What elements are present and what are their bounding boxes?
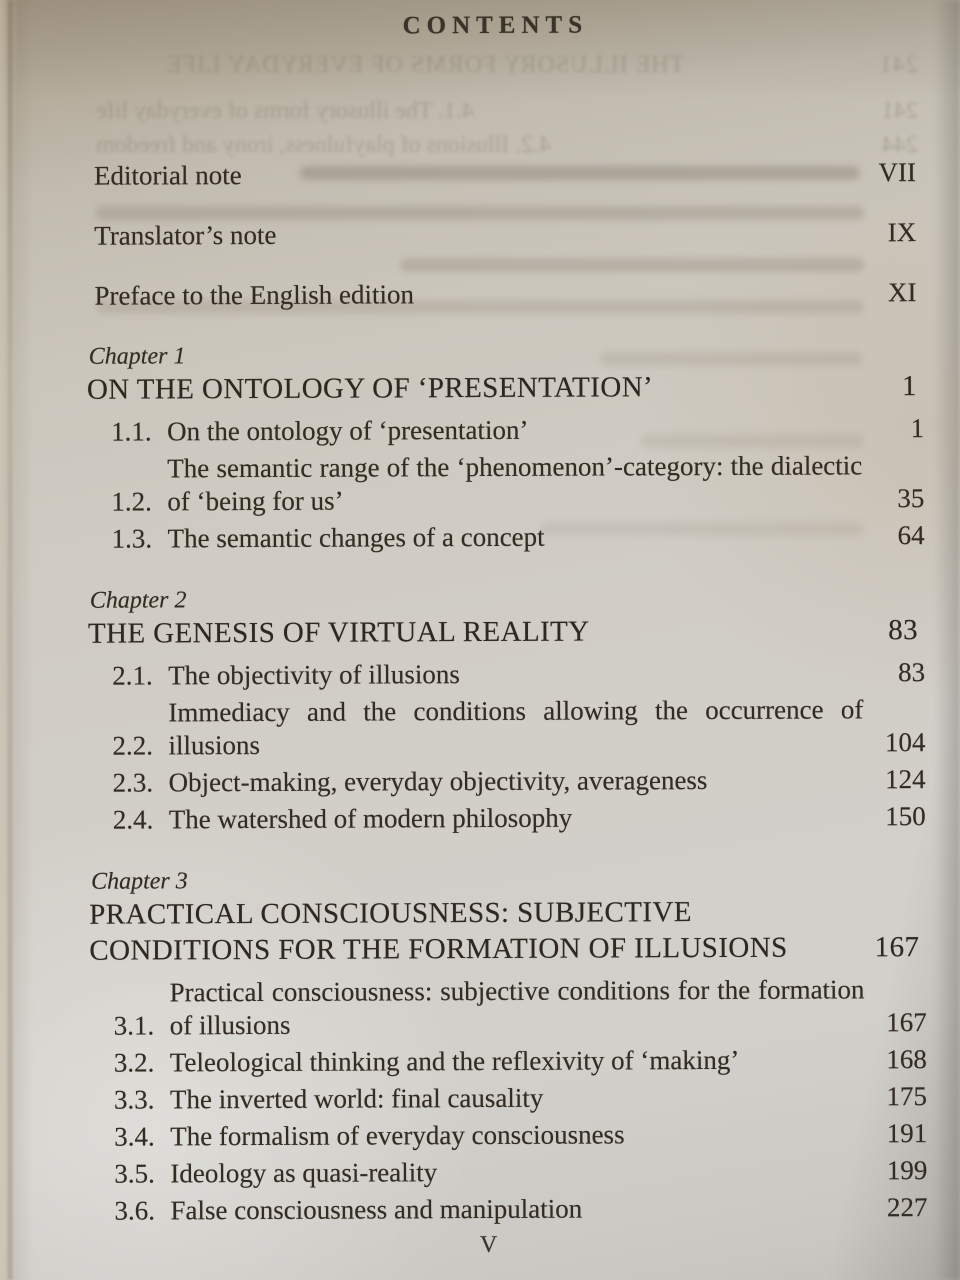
bleedthrough-text: THE ILLUSORY FORMS OF EVERYDAY LIFE xyxy=(166,52,685,78)
section-title: The inverted world: final causality xyxy=(169,1082,544,1115)
front-matter-label: Preface to the English edition xyxy=(94,279,414,311)
page-number: 167 xyxy=(886,1007,927,1038)
section-row xyxy=(113,1080,928,1117)
section-number: 2.1. xyxy=(112,660,153,691)
page-number: 168 xyxy=(886,1044,927,1075)
chapter-label: Chapter 1 xyxy=(88,343,186,370)
page-title: CONTENTS xyxy=(402,11,589,40)
section-title: The formalism of everyday consciousness xyxy=(170,1119,625,1152)
page-number: 150 xyxy=(885,801,926,832)
front-matter-label: Translator’s note xyxy=(94,219,277,251)
chapter-title: PRACTICAL CONSCIOUSNESS: SUBJECTIVE CONDITIONS FOR THE FORMATION OF ILLUSIONS xyxy=(89,896,788,967)
section-row xyxy=(111,449,925,519)
section-row xyxy=(112,763,926,800)
section-list xyxy=(87,412,925,556)
section-number: 2.3. xyxy=(112,767,154,798)
page-number: 35 xyxy=(897,483,925,514)
section-number: 1.1. xyxy=(111,416,152,447)
page-number: XI xyxy=(887,277,917,308)
section-number: 2.4. xyxy=(112,804,154,835)
page-number: 124 xyxy=(885,764,926,795)
section-title: Teleological thinking and the reflexivity of ‘making’ xyxy=(169,1044,740,1078)
chapter-block xyxy=(87,582,926,837)
section-number: 3.3. xyxy=(113,1084,155,1115)
page-number: 191 xyxy=(886,1118,928,1149)
section-row xyxy=(114,1154,928,1191)
page-number: 83 xyxy=(888,614,919,647)
section-row xyxy=(114,1117,928,1154)
section-row xyxy=(113,973,927,1043)
page-number: 199 xyxy=(886,1155,928,1186)
chapter-label: Chapter 3 xyxy=(90,868,188,895)
section-row xyxy=(114,1191,928,1228)
chapter-title-row xyxy=(89,893,919,969)
page-number: 104 xyxy=(884,727,926,758)
page-number: 83 xyxy=(898,657,926,688)
page-number: 1 xyxy=(910,413,925,444)
page-number: 167 xyxy=(874,931,920,964)
section-row xyxy=(111,412,925,449)
section-row xyxy=(112,656,926,693)
page-number: 64 xyxy=(897,520,925,551)
front-matter-row xyxy=(86,158,916,190)
page-edge-shadow xyxy=(934,0,960,1280)
chapter-block xyxy=(89,863,928,1228)
chapter-title-row xyxy=(88,612,918,652)
section-title: The semantic range of the ‘phenomenon’-category: the dialectic of ‘being for us’ xyxy=(167,450,863,517)
page-number: 175 xyxy=(886,1081,928,1112)
front-matter-row xyxy=(86,278,916,310)
section-number: 2.2. xyxy=(112,730,154,761)
section-title: Immediacy and the conditions allowing the occurrence of illusions xyxy=(168,694,864,761)
page-number: VII xyxy=(878,157,917,188)
front-matter-list xyxy=(86,158,917,310)
section-row xyxy=(112,693,926,763)
section-title: The semantic changes of a concept xyxy=(167,521,545,554)
section-title: Object-making, everyday objectivity, averageness xyxy=(168,765,708,798)
toc-block xyxy=(86,157,928,1254)
front-matter-label: Editorial note xyxy=(93,160,242,191)
chapter-title: THE GENESIS OF VIRTUAL REALITY xyxy=(87,615,590,650)
section-title: Ideology as quasi-reality xyxy=(170,1157,438,1189)
section-list xyxy=(89,973,928,1228)
section-title: On the ontology of ‘presentation’ xyxy=(167,414,529,447)
section-title: False consciousness and manipulation xyxy=(170,1193,583,1226)
chapter-label: Chapter 2 xyxy=(89,587,187,614)
section-number: 1.2. xyxy=(111,486,152,517)
section-number: 1.3. xyxy=(111,523,153,554)
chapter-list xyxy=(86,338,928,1228)
page-number: 227 xyxy=(886,1192,928,1223)
bleedthrough-page-number: 241 xyxy=(879,52,918,78)
chapter-block xyxy=(86,338,925,556)
folio-page-number: V xyxy=(479,1231,498,1259)
bleedthrough-page-number: 241 xyxy=(882,98,918,124)
section-row xyxy=(113,1043,927,1080)
section-row xyxy=(111,519,925,556)
section-number: 3.6. xyxy=(114,1195,156,1226)
front-matter-row xyxy=(86,218,916,250)
bleedthrough-text: 4.1. The illusory forms of everyday life xyxy=(96,98,475,124)
section-title: Practical consciousness: subjective conditions for the formation of illusions xyxy=(169,974,865,1041)
section-list xyxy=(88,656,926,837)
section-number: 3.5. xyxy=(114,1158,155,1189)
chapter-title: ON THE ONTOLOGY OF ‘PRESENTATION’ xyxy=(86,371,654,406)
section-row xyxy=(112,800,926,837)
page-number: IX xyxy=(887,217,917,248)
bleedthrough-page-number: 244 xyxy=(882,132,918,158)
section-title: The watershed of modern philosophy xyxy=(168,802,573,835)
bleedthrough-text: 4.2. Illusions of playfulness, irony and freedom xyxy=(96,132,552,158)
page-number: 1 xyxy=(901,370,917,403)
chapter-title-row xyxy=(87,368,917,408)
section-title: The objectivity of illusions xyxy=(168,659,460,691)
section-number: 3.4. xyxy=(114,1121,155,1152)
section-number: 3.2. xyxy=(113,1047,155,1078)
section-number: 3.1. xyxy=(113,1010,155,1041)
page-gutter-shadow xyxy=(8,0,12,1280)
